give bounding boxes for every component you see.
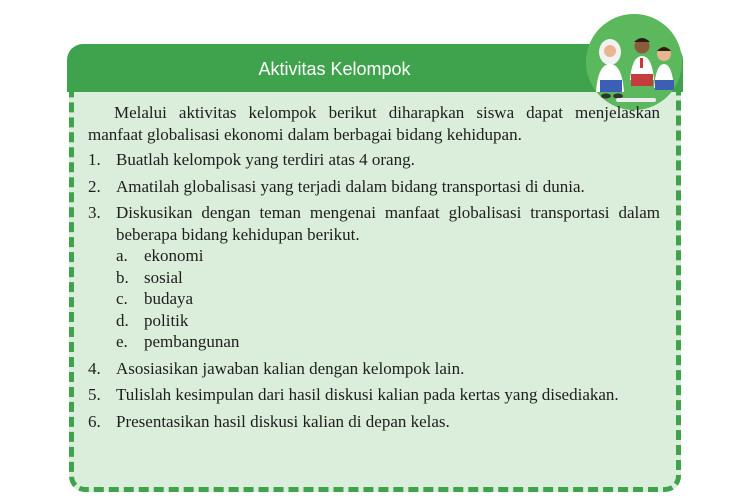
sub-text: politik	[144, 310, 189, 330]
steps-list	[88, 149, 660, 432]
activity-content	[88, 102, 660, 437]
step-number: 2.	[88, 176, 101, 196]
list-item	[88, 149, 660, 171]
list-item	[88, 202, 660, 353]
step-number: 5.	[88, 385, 101, 404]
sub-text: ekonomi	[144, 246, 204, 265]
sub-letter: c.	[116, 289, 128, 308]
step-text: Buatlah kelompok yang terdiri atas 4 orang.	[116, 150, 415, 169]
step-text: Amatilah globalisasi yang terjadi dalam bidang transportasi di dunia.	[116, 176, 585, 196]
step-text: Diskusikan dengan teman mengenai manfaat globalisasi transportasi dalam beberapa bidang kehidupan berikut.	[116, 203, 660, 244]
list-item	[88, 384, 660, 406]
step-text: Presentasikan hasil diskusi kalian di depan kelas.	[116, 411, 450, 431]
step-text: Tulislah kesimpulan dari hasil diskusi kalian pada kertas yang disediakan.	[116, 385, 619, 404]
step-number: 6.	[88, 411, 101, 431]
list-item	[88, 358, 660, 380]
sub-letter: d.	[116, 310, 129, 330]
list-item	[88, 411, 660, 433]
activity-title: Aktivitas Kelompok	[258, 59, 411, 79]
step-text: Asosiasikan jawaban kalian dengan kelompok lain.	[116, 358, 465, 378]
sub-letter: e.	[116, 332, 128, 351]
sub-list	[116, 245, 660, 353]
students-group-icon	[586, 14, 682, 110]
sub-letter: b.	[116, 267, 129, 287]
step-number: 1.	[88, 150, 101, 169]
sub-list-item	[116, 331, 660, 353]
sub-letter: a.	[116, 246, 128, 265]
sub-list-item	[116, 288, 660, 310]
sub-text: sosial	[144, 267, 183, 287]
step-number: 4.	[88, 358, 101, 378]
sub-text: pembangunan	[144, 332, 240, 351]
sub-text: budaya	[144, 289, 194, 308]
step-number: 3.	[88, 203, 101, 222]
sub-list-item	[116, 310, 660, 332]
list-item	[88, 176, 660, 198]
sub-list-item	[116, 245, 660, 267]
sub-list-item	[116, 267, 660, 289]
intro-paragraph: Melalui aktivitas kelompok berikut diharapkan siswa dapat menjelaskan manfaat globalisasi ekonomi dalam berbagai bidang kehidupan.	[88, 103, 660, 144]
